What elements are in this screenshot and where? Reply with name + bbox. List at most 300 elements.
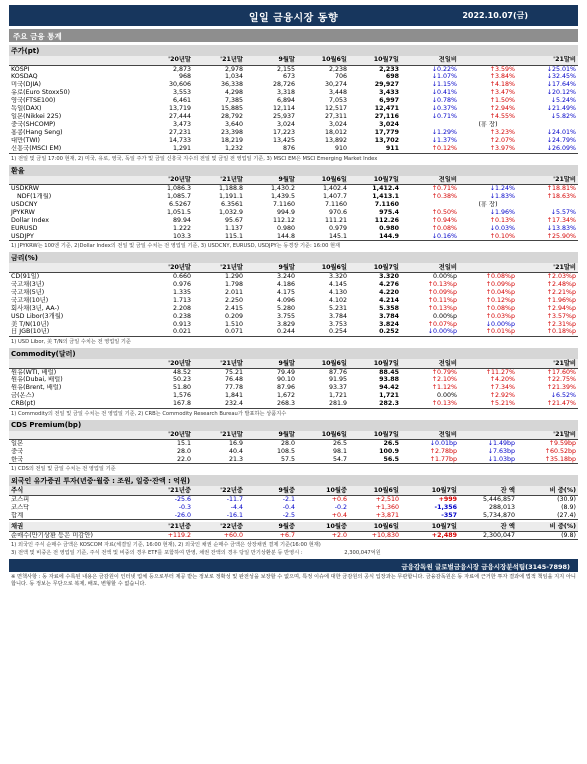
cell-value: 12,471 [374,105,399,113]
cell-value: ↑2.48%p [546,280,576,288]
cell-value [517,201,578,209]
column-header: 잔 액 [459,486,517,495]
cell-value: 79.49 [276,368,295,376]
cell-value: ↓1.07% [431,73,457,81]
cell-value: ↑0.08% [431,224,457,232]
cell-value: 1,430.2 [270,185,295,193]
cell-value: 2,233 [379,65,399,73]
cell-value: (27.4) [517,512,578,520]
cell-value: 26.5 [332,440,347,448]
cell-value: ↓1.83% [489,192,515,200]
cell-value: ↑21.47% [517,400,578,408]
cell-value: 103.3 [141,233,193,241]
column-header: '20년말 [141,431,193,440]
cell-value: -357 [401,512,459,520]
row-label: 일본 [11,440,24,448]
cell-value: 108.5 [276,448,295,456]
row-label: KOSPI [11,65,30,73]
cell-value: 115.1 [193,233,245,241]
cell-value: 89.94 [172,216,191,224]
cell-value: ↓0.16% [401,233,459,241]
cell-value: ↑0.09%p [427,288,457,296]
fx-table [9,176,578,242]
cell-value: (9.8) [517,531,578,540]
cell-value: 1,841 [224,392,243,400]
cell-value: ↑9.59bp [548,440,576,448]
rates-header-row [9,263,578,272]
cell-value: 28,792 [220,113,243,121]
cell-value: ↑0.12% [401,145,459,153]
cell-value: 706 [334,73,347,81]
cell-value: 22.0 [141,456,193,464]
cell-value: ↓5.57% [550,208,576,216]
cell-value: 3,024 [379,121,399,129]
cell-value: -0.3 [178,503,191,511]
cell-value: 93.37 [328,384,347,392]
cell-value: ↑2.31%p [546,320,576,328]
bond-flows-table [9,522,578,540]
cell-value: +2,489 [401,531,459,540]
rates-title: 금리(%) [9,252,578,263]
column-header-blank [9,263,141,272]
cds-note: 1) CDS의 전일 및 금일 수치는 전 영업일 기준 [11,466,116,473]
row-label: 국고채(10년) [11,296,49,304]
cell-value: ↓26.09% [517,145,578,153]
cell-value: 288,013 [488,503,515,511]
cell-value: ↑21.39% [546,384,576,392]
row-label: 대만(TWI) [11,137,41,145]
cell-value: 144.8 [245,233,297,241]
cell-value: 12,114 [272,105,295,113]
cell-value: ↑1.77bp [401,456,459,464]
cell-value: 87.76 [328,368,347,376]
cell-value: ↓0.78% [431,97,457,105]
cell-value: 673 [282,73,295,81]
table-row [9,376,578,384]
cell-value: ↓1.96% [489,208,515,216]
cell-value: 268.3 [245,400,297,408]
cell-value: 0.209 [224,312,243,320]
cell-value: +0.4 [297,512,349,520]
cell-value: 698 [385,73,399,81]
cell-value: 14,733 [168,137,191,145]
column-header: '20년말 [141,359,193,368]
cell-value: ↑17.60% [546,368,576,376]
cell-value: +999 [438,495,457,503]
table-row [9,81,578,89]
cell-value: 2,238 [328,65,347,73]
cell-value: 1,086.3 [166,185,191,193]
row-label: JPYKRW [11,208,35,216]
table-row [9,440,578,448]
cell-value: ↑0.50% [431,208,457,216]
cell-value: +10,830 [349,531,401,540]
column-header: 10월6일 [349,522,401,531]
cell-value: 6.3561 [220,200,243,208]
cell-value: 7.1160 [272,200,295,208]
column-header: '21년말 [193,263,245,272]
fx-note: 1) JPYKRW는 100엔 기준, 2)Dollar Index의 전일 및 금일 수치는 전 영업일 기준, 3) USDCNY, EURUSD, USDJPY는 동경장 기준: 16:00 현재 [11,243,341,250]
column-header: 10월6일 [349,486,401,495]
cell-value: ↑1.12% [431,384,457,392]
cell-value: 26.5 [383,440,399,448]
cell-value: 91.95 [328,376,347,384]
cell-value: 1,576 [172,392,191,400]
cell-value: ↑0.07%p [427,320,457,328]
column-header: '21말비 [517,263,578,272]
cell-value: 17,223 [272,129,295,137]
cell-value: ↑0.13% [489,216,515,224]
cell-value: ↓21.49% [546,105,576,113]
table-row [9,384,578,392]
cell-value: 6,997 [379,97,399,105]
cell-value: 27,311 [324,113,347,121]
table-row [9,304,578,312]
cell-value: ↑2.21%p [546,288,576,296]
cell-value: ↓24.01% [546,129,576,137]
cell-value [517,121,578,129]
cell-value: 13,702 [374,137,399,145]
cell-value: ↑2.94%p [546,304,576,312]
cell-value: 3,640 [224,121,243,129]
cell-value: 3,318 [276,89,295,97]
cell-value: 994.9 [276,208,295,216]
stocks-header-row [9,56,578,65]
cell-value [401,201,459,209]
report-date: 2022.10.07(금) [462,11,528,20]
table-row [9,495,578,503]
row-label: 회사채(3년, AA-) [11,304,60,312]
cell-value: 15,885 [220,105,243,113]
cell-value: 0.00%p [432,312,457,320]
table-row [9,193,578,201]
cell-value: ↑2.10% [431,376,457,384]
cell-value: ↑5.21% [459,400,517,408]
cell-value: ↑17.34% [546,216,576,224]
cell-value: ↑2.94% [489,105,515,113]
cell-value: 36,338 [220,81,243,89]
commodity-header-row [9,359,578,368]
cell-value: ↑0.08%p [485,272,515,280]
cell-value: 0.238 [172,312,191,320]
cell-value: -25.6 [174,495,191,503]
cell-value: ↑22.75% [546,376,576,384]
row-label: 한국 [9,456,141,464]
cell-value: (8.9) [561,503,576,511]
cell-value: ↑0.12%p [485,296,515,304]
cell-value: 3,024 [328,121,347,129]
table-row [9,121,578,129]
cell-value: 2.011 [224,288,243,296]
cell-value: 1.798 [224,280,243,288]
cell-value: 4.220 [379,288,399,296]
cell-value: -0.4 [282,503,295,511]
cell-value: -11.7 [226,495,243,503]
rates-note: 1) USD Libor, 美 T/N의 금일 수치는 전 영업일 기준 [11,339,131,346]
commodity-title: Commodity(달러) [9,348,578,359]
cell-value: +0.6 [331,495,347,503]
column-header: '22년중 [193,486,245,495]
row-label: 합계 [9,512,141,520]
cell-value: +3,871 [349,512,401,520]
cell-value: 0.021 [141,328,193,336]
row-label: 중국(SHCOMP) [11,121,56,129]
table-row [9,209,578,217]
cell-value: -0.2 [334,503,347,511]
cell-value: 0.244 [245,328,297,336]
cell-value: 50.23 [172,376,191,384]
row-label: 유로(Euro Stoxx50) [11,89,70,97]
table-row [9,185,578,193]
cell-value: 90.10 [276,376,295,384]
cell-value: 1.510 [224,320,243,328]
cell-value: ↑25.90% [517,233,578,241]
row-label: 코스피 [11,495,30,503]
cell-value: 1,032.9 [218,208,243,216]
cell-value: 2.208 [172,304,191,312]
cell-value: ↑0.13%p [427,280,457,288]
column-header: 10월7일 [349,176,401,185]
cell-value: 3,553 [172,89,191,97]
column-header: 9월중 [245,522,297,531]
table-row [9,400,578,408]
cell-value: ↑60.52bp [544,448,576,456]
cell-value: 1,721 [379,392,399,400]
column-header: 9월말 [245,431,297,440]
cell-value: 40.4 [228,448,243,456]
column-header: '20년말 [141,176,193,185]
row-label: 독일(DAX) [11,105,42,113]
cell-value: 88.45 [379,368,399,376]
cell-value: 0.979 [328,224,347,232]
column-header: '21말비 [517,431,578,440]
cell-value: 3.320 [328,272,347,280]
cds-title: CDS Premium(bp) [9,420,578,431]
cell-value: 1,412.4 [372,185,399,193]
row-label: 미국(DJIA) [11,81,41,89]
table-row [9,288,578,296]
cell-value: 1,413.1 [372,192,399,200]
flows-header-row [9,486,578,495]
cell-value: ↑3.23% [489,129,515,137]
cell-value: ↓1.15% [431,81,457,89]
cell-value: 0.00% [436,392,457,400]
cell-value: 18,012 [324,129,347,137]
cell-value: ↑0.09%p [485,280,515,288]
table-row [9,225,578,233]
fx-section [9,165,578,250]
row-label: CD(91일) [11,272,40,280]
cell-value: 1.290 [224,272,243,280]
cell-value: -26.0 [141,512,193,520]
cell-value: 975.4 [379,208,399,216]
cell-value: 3.784 [328,312,347,320]
cell-value: 4,298 [224,89,243,97]
column-header: '22년중 [193,522,245,531]
cell-value: 0.071 [193,328,245,336]
cell-value: 3,448 [328,89,347,97]
column-header-blank [9,176,141,185]
flows-note-2-text: 3) 전액 및 비중은 전 영업일 기준, 주식 전액 및 비중의 경우 ETF를 포함하여 반영, 채권 잔액의 경우 당일 만기상환분 등 반영시 : [11,550,303,557]
cell-value: 167.8 [141,400,193,408]
row-label: 신흥국(MSCI EM) [9,145,141,153]
cell-value: ↑3.57%p [546,312,576,320]
cell-value: 3,024 [276,121,295,129]
cell-value: ↓1.37% [431,137,457,145]
row-label: CRB(pt) [9,400,141,408]
row-label: USDJPY [9,233,141,241]
column-header: 9월말 [245,359,297,368]
cell-value: 4.145 [328,280,347,288]
cell-value: 968 [178,73,191,81]
row-label: 국고채(3년) [11,280,45,288]
cell-value: 27,116 [374,113,399,121]
stocks-note: 1) 전일 및 금일 17:00 현재, 2) 미국, 유로, 영국, 독일 주가 및 금일 신흥국 지수의 전일 및 금일 전 영업일 기준, 3) MSCI EM은 MSCI Emerging Market Index [11,155,378,162]
column-header: '21년중 [141,486,193,495]
table-row [9,201,578,209]
cell-value: 4.130 [328,288,347,296]
row-label: 순매수(만기상환 등은 미감안) [9,531,141,540]
column-header: 10월6일 [297,359,349,368]
cell-value: ↑4.20% [489,376,515,384]
cell-value: 1,034 [224,73,243,81]
cell-value: 4.096 [276,296,295,304]
cell-value: 27,231 [168,129,191,137]
cell-value: ↑0.38% [431,192,457,200]
cell-value: -4.4 [230,503,243,511]
column-header: '21년말 [193,359,245,368]
cell-value: 0.976 [172,280,191,288]
row-label: 영국(FTSE100) [11,97,56,105]
cell-value: 1.713 [172,296,191,304]
cell-value: ↑18.63% [546,192,576,200]
row-label: 홍콩(Hang Seng) [11,129,63,137]
flows-note-2-value: 2,300,047억원 [344,550,381,557]
column-header: 비 중(%) [517,486,578,495]
cell-value: -1,356 [434,503,457,511]
cell-value: 95.67 [224,216,243,224]
cell-value: 28.0 [176,448,191,456]
cell-value: 28,726 [272,81,295,89]
column-header: 9월중 [245,486,297,495]
flows-note-2 [9,548,578,556]
cell-value: 1.137 [224,224,243,232]
cell-value: 4.175 [276,288,295,296]
cell-value: (휴 장) [478,121,498,129]
cell-value: 6,894 [276,97,295,105]
column-header: 10월7일 [349,431,401,440]
column-header: 채권 [9,522,141,531]
column-header-blank [9,431,141,440]
cell-value: ↓0.03% [489,224,515,232]
cell-value: 1.335 [172,288,191,296]
column-header: 10월중 [297,486,349,495]
cell-value: 13,892 [324,137,347,145]
cell-value: 3.755 [276,312,295,320]
column-header: '21년중 [141,522,193,531]
column-header: '20년말 [141,56,193,65]
row-label: USD Libor(3개월) [11,312,64,320]
table-row [9,97,578,105]
cell-value: 3.320 [379,272,399,280]
table-row [9,272,578,280]
cell-value: 4.186 [276,280,295,288]
cell-value: (30.9) [557,495,576,503]
cell-value: 0.980 [379,224,399,232]
cell-value: ↑0.01%p [459,328,517,336]
column-header: 9월말 [245,176,297,185]
cell-value: 13,719 [168,105,191,113]
footer-contact: 금융감독원 글로벌금융시장 금융시장분석팀(3145-7898) [9,559,578,572]
cell-value: ↑2.78bp [429,448,457,456]
cell-value: ↑0.04%p [485,288,515,296]
section-bar: 주요 금융 통계 [9,29,578,42]
table-row [9,328,578,336]
cell-value: ↓32.45% [546,73,576,81]
table-row [9,280,578,288]
cell-value: ↓24.79% [546,137,576,145]
cell-value: 7,053 [328,97,347,105]
column-header: 10월7일 [349,359,401,368]
cell-value: 13,425 [272,137,295,145]
cell-value: 1,291 [141,145,193,153]
cell-value: 1,232 [193,145,245,153]
cell-value: 76.48 [224,376,243,384]
cell-value: 0.00%p [432,272,457,280]
equity-flows-table [9,486,578,520]
cell-value: ↓5.82% [550,113,576,121]
cell-value: 1,672 [276,392,295,400]
flows-title: 외국인 유가증권 투자(년중·월중 : 조원, 일중·잔액 : 억원) [9,475,578,486]
cell-value: ↑4.18% [489,81,515,89]
cell-value: 3,473 [172,121,191,129]
cell-value: 4.214 [379,296,399,304]
row-label: 원유(Dubai, 배럴) [11,376,63,384]
table-row [9,312,578,320]
cell-value: ↑3.47% [489,89,515,97]
cell-value: +119.2 [141,531,193,540]
cell-value: ↑0.11%p [427,296,457,304]
cell-value: 21.3 [193,456,245,464]
cell-value: +2,510 [375,495,399,503]
cds-table [9,431,578,465]
commodity-table [9,359,578,409]
row-label: 일본(Nikkei 225) [11,113,62,121]
cell-value: 2.415 [224,304,243,312]
cell-value: 1.222 [172,224,191,232]
cell-value: 15.1 [176,440,191,448]
cell-value: +1,360 [375,503,399,511]
cell-value: ↓5.24% [550,97,576,105]
table-row [9,320,578,328]
table-row [9,531,578,540]
cell-value: 56.5 [349,456,401,464]
cell-value: 2,155 [276,65,295,73]
cell-value: 910 [297,145,349,153]
cell-value: ↑2.03%p [546,272,576,280]
row-label: 코스닥 [11,503,30,511]
flows-section [9,475,578,556]
rates-section [9,252,578,345]
table-row [9,233,578,241]
report-page [9,5,578,588]
cell-value: ↑1.50% [489,97,515,105]
row-label: NDF(1개월) [17,192,52,200]
column-header: 10월7일 [349,56,401,65]
fx-header-row [9,176,578,185]
cds-section [9,420,578,473]
cell-value: 3.829 [276,320,295,328]
